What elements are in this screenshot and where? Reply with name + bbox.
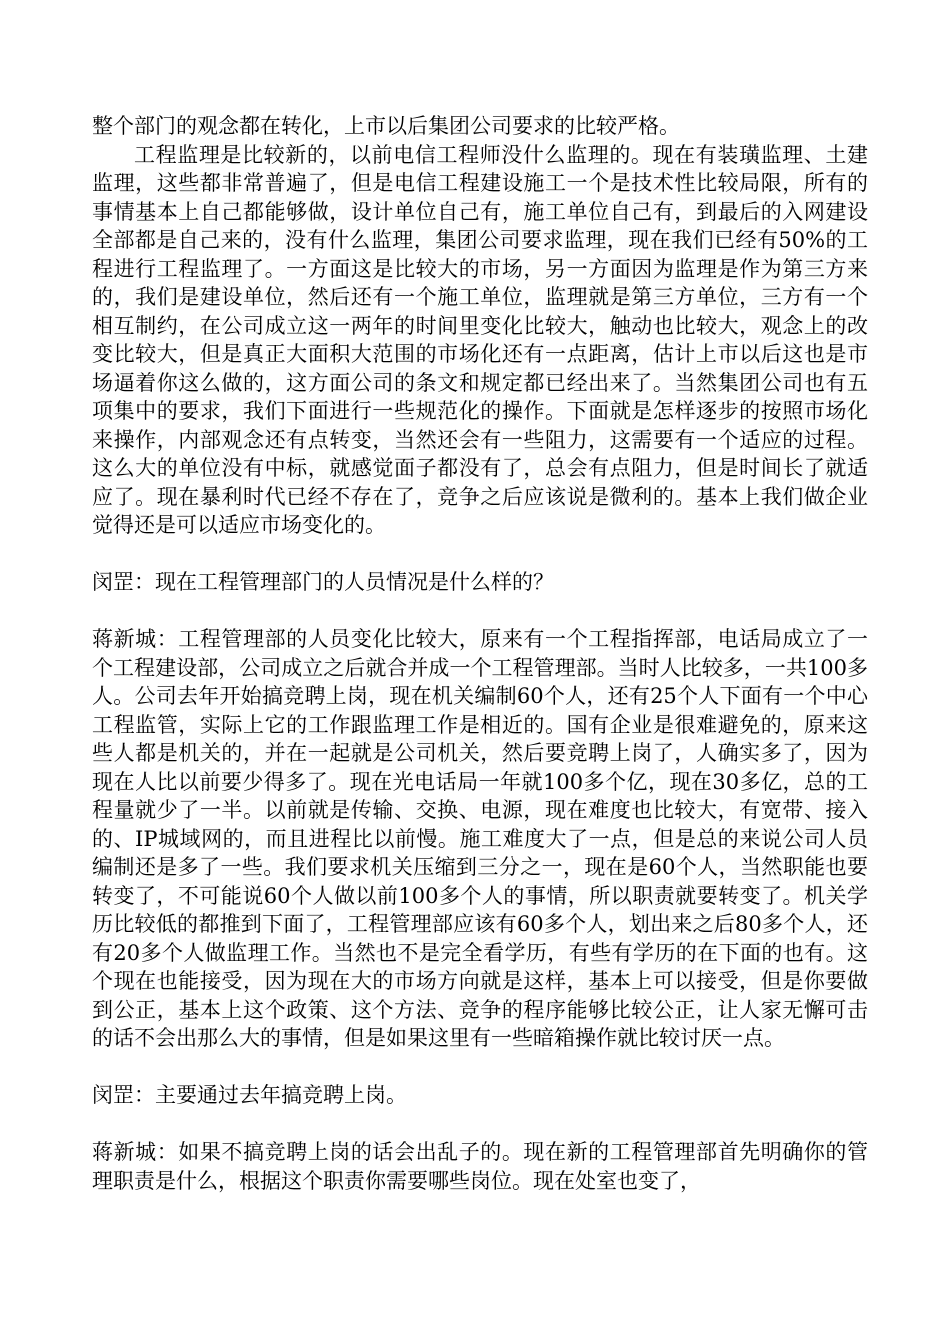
paragraph-question-competition: 闵罡：主要通过去年搞竞聘上岗。 — [92, 1083, 407, 1107]
paragraph-answer-staffing: 蒋新城：工程管理部的人员变化比较大，原来有一个工程指挥部，电话局成立了一个工程建设部，公司成立之后就合并成一个工程管理部。当时人比较多，一共100多人。公司去年开始搞竞聘上岗，现在机关编制60个人，还有25个人下面有一个中心工程监管，实际上它的工作跟监理工作是相近的。国有企业是很难避免的，原来这些人都是机关的，并在一起就是公司机关，然后要竞聘上岗了，人确实多了，因为现在人比以前要少得多了。现在光电话局一年就100多个亿，现在30多亿，总的工程量就少了一半。以前就是传输、交换、电源，现在难度也比较大，有宽带、接入的、IP城域网的，而且进程比以前慢。施工难度大了一点，但是总的来说公司人员编制还是多了一些。我们要求机关压缩到三分之一，现在是60个人，当然职能也要转变了，不可能说60个人做以前100多个人的事情，所以职责就要转变了。机关学历比较低的都推到下面了，工程管理部应该有60多个人，划出来之后80多个人，还有20多个人做监理工作。当然也不是完全看学历，有些有学历的在下面的也有。这个现在也能接受，因为现在大的市场方向就是这样，基本上可以接受，但是你要做到公正，基本上这个政策、这个方法、竞争的程序能够比较公正，让人家无懈可击的话不会出那么大的事情，但是如果这里有一些暗箱操作就比较讨厌一点。 — [92, 627, 868, 1050]
paragraph-engineering-supervision: 工程监理是比较新的，以前电信工程师没什么监理的。现在有装璜监理、土建监理，这些都非常普遍了，但是电信工程建设施工一个是技术性比较局限，所有的事情基本上自己都能够做，设计单位自己有，施工单位自己有，到最后的入网建设全部都是自己来的，没有什么监理，集团公司要求监理，现在我们已经有50%的工程进行工程监理了。一方面这是比较大的市场，另一方面因为监理是作为第三方来的，我们是建设单位，然后还有一个施工单位，监理就是第三方单位，三方有一个相互制约，在公司成立这一两年的时间里变化比较大，触动也比较大，观念上的改变比较大，但是真正大面积大范围的市场化还有一点距离，估计上市以后这也是市场逼着你这么做的，这方面公司的条文和规定都已经出来了。当然集团公司也有五项集中的要求，我们下面进行一些规范化的操作。下面就是怎样逐步的按照市场化来操作，内部观念还有点转变，当然还会有一些阻力，这需要有一个适应的过程。这么大的单位没有中标，就感觉面子都没有了，总会有点阻力，但是时间长了就适应了。现在暴利时代已经不存在了，竞争之后应该说是微利的。基本上我们做企业觉得还是可以适应市场变化的。 — [92, 142, 868, 537]
paragraph-answer-competition: 蒋新城：如果不搞竞聘上岗的话会出乱子的。现在新的工程管理部首先明确你的管理职责是什么，根据这个职责你需要哪些岗位。现在处室也变了， — [92, 1140, 868, 1193]
document-page — [92, 112, 868, 1195]
paragraph-opening: 整个部门的观念都在转化，上市以后集团公司要求的比较严格。 — [92, 114, 680, 138]
paragraph-question-staffing: 闵罡：现在工程管理部门的人员情况是什么样的？ — [92, 570, 554, 594]
